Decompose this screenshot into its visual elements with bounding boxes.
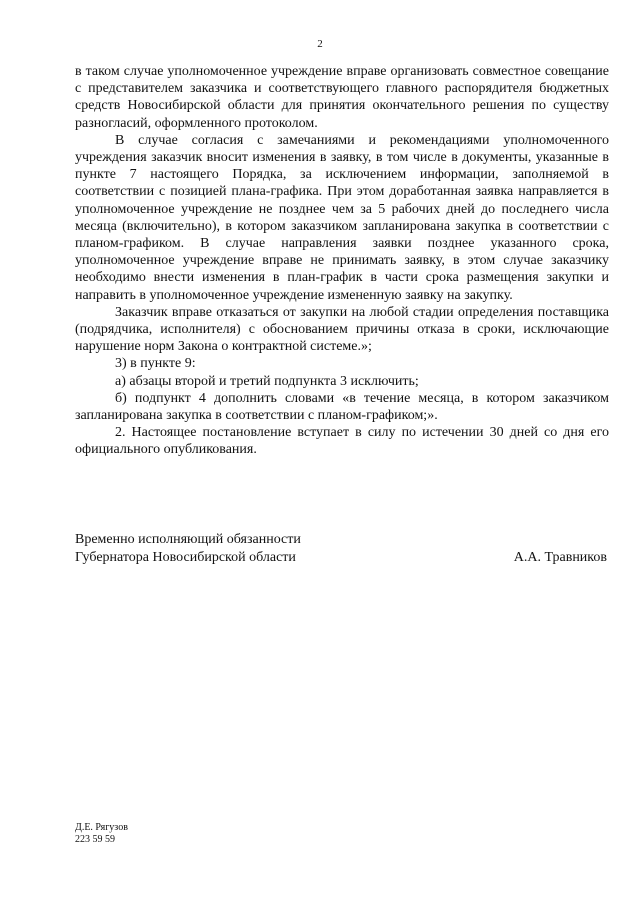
signature-position-line-1: Временно исполняющий обязанности [75, 532, 301, 547]
document-body [75, 63, 609, 459]
page-number: 2 [317, 38, 323, 50]
signature-name: А.А. Травников [513, 550, 607, 565]
executor-phone: 223 59 59 [75, 834, 115, 845]
paragraph-1: в таком случае уполномоченное учреждение вправе организовать совместное совещание с представителем заказчика и соответствующего главного распорядителя бюджетных средств Новосибирской области для принятия окончательного решения по существу разногласий, оформленного протоколом. [75, 64, 609, 131]
paragraph-6: б) подпункт 4 дополнить словами «в течение месяца, в котором заказчиком запланирована закупка в соответствии с планом-графиком;». [75, 390, 609, 424]
executor-info [75, 822, 128, 846]
paragraph-4: 3) в пункте 9: [115, 356, 196, 372]
paragraph-3: Заказчик вправе отказаться от закупки на любой стадии определения поставщика (подрядчика, исполнителя) с обоснованием причины отказа в сроки, исключающие нарушение норм Закона о контрактной системе.»; [75, 304, 609, 355]
signature-position-line-2: Губернатора Новосибирской области [75, 549, 296, 565]
executor-name: Д.Е. Рягузов [75, 822, 128, 833]
paragraph-2: В случае согласия с замечаниями и рекомендациями уполномоченного учреждения заказчик вносит изменения в заявку, в том числе в документы, указанные в пункте 7 настоящего Порядка, за исключением информации, заполняемой в соответствии с позицией плана-графика. При этом доработанная заявка направляется в уполномоченное учреждение не позднее чем за 5 рабочих дней до последнего числа месяца (включительно), в котором заказчиком запланирована закупка в соответствии с планом-графиком. В случае направления заявки позднее указанного срока, уполномоченное учреждение вправе не принимать заявку, в этом случае заказчику необходимо внести изменения в план-график в части срока размещения закупки и направить в уполномоченное учреждение измененную заявку на закупку. [75, 132, 609, 303]
paragraph-5: а) абзацы второй и третий подпункта 3 исключить; [115, 373, 419, 389]
paragraph-7: 2. Настоящее постановление вступает в силу по истечении 30 дней со дня его официального опубликования. [75, 425, 609, 458]
